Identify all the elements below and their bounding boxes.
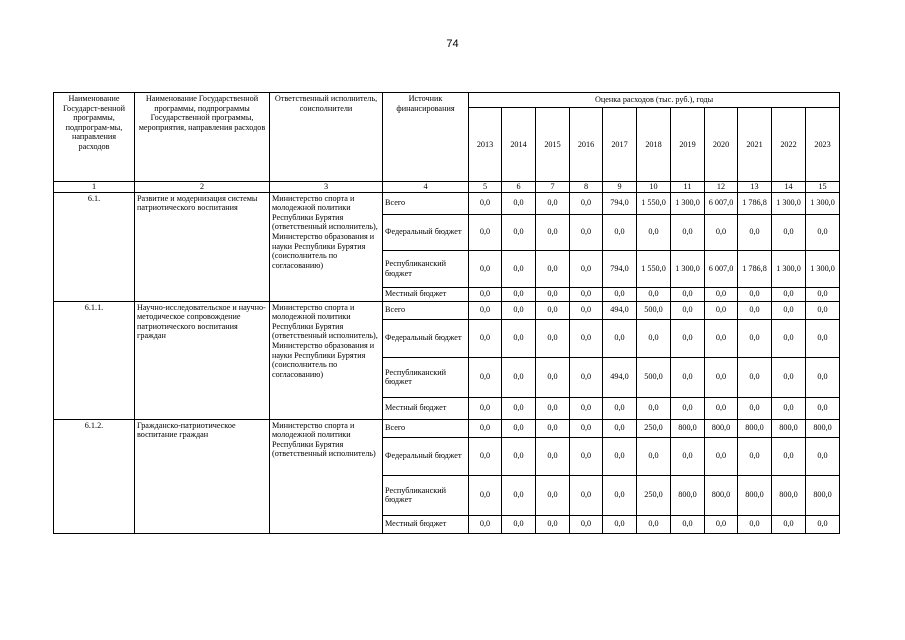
expenditure-table (53, 92, 840, 534)
expense-value: 0,0 (502, 301, 536, 319)
expense-value: 0,0 (570, 515, 603, 533)
expense-value: 0,0 (738, 397, 772, 419)
expense-value: 0,0 (570, 397, 603, 419)
expense-value: 0,0 (705, 301, 738, 319)
header-year: 2019 (671, 108, 705, 182)
expense-value: 250,0 (637, 419, 671, 437)
header-year: 2022 (772, 108, 806, 182)
expense-value: 0,0 (705, 357, 738, 397)
funding-source: Всего (383, 192, 469, 214)
expense-value: 0,0 (469, 419, 502, 437)
expense-value: 0,0 (806, 515, 840, 533)
expense-value: 1 300,0 (772, 250, 806, 287)
expense-value: 0,0 (772, 214, 806, 250)
expense-value: 0,0 (772, 357, 806, 397)
expense-value: 0,0 (570, 287, 603, 301)
expense-value: 0,0 (536, 319, 570, 357)
expense-value: 494,0 (603, 357, 637, 397)
funding-source: Федеральный бюджет (383, 437, 469, 475)
row-code: 6.1.1. (54, 301, 135, 419)
expense-value: 1 786,8 (738, 250, 772, 287)
expense-value: 0,0 (637, 287, 671, 301)
expense-value: 1 300,0 (671, 192, 705, 214)
header-expense-estimate: Оценка расходов (тыс. руб.), годы (469, 93, 840, 108)
row-name: Гражданско-патриотическое воспитание граждан (135, 419, 270, 533)
expense-value: 1 550,0 (637, 192, 671, 214)
header-responsible: Ответственный исполнитель, соисполнители (270, 93, 383, 182)
expense-value: 0,0 (469, 250, 502, 287)
expense-value: 0,0 (603, 515, 637, 533)
table-row (54, 301, 840, 319)
expense-value: 0,0 (570, 192, 603, 214)
funding-source: Местный бюджет (383, 397, 469, 419)
expense-value: 0,0 (671, 319, 705, 357)
expense-value: 0,0 (738, 319, 772, 357)
expense-value: 0,0 (536, 250, 570, 287)
column-number: 3 (270, 182, 383, 193)
expense-value: 0,0 (772, 437, 806, 475)
expense-value: 0,0 (806, 437, 840, 475)
header-year: 2020 (705, 108, 738, 182)
expense-value: 0,0 (806, 301, 840, 319)
expense-value: 0,0 (502, 357, 536, 397)
expense-value: 0,0 (570, 250, 603, 287)
expense-value: 0,0 (536, 287, 570, 301)
expense-value: 0,0 (502, 214, 536, 250)
expense-value: 0,0 (806, 357, 840, 397)
column-number: 11 (671, 182, 705, 193)
funding-source: Всего (383, 419, 469, 437)
expense-value: 0,0 (502, 397, 536, 419)
expense-value: 800,0 (772, 475, 806, 515)
expense-value: 0,0 (469, 192, 502, 214)
expense-value: 0,0 (469, 475, 502, 515)
expense-value: 494,0 (603, 301, 637, 319)
expense-value: 0,0 (603, 214, 637, 250)
expense-value: 0,0 (772, 287, 806, 301)
expense-value: 1 300,0 (772, 192, 806, 214)
expense-value: 800,0 (806, 419, 840, 437)
expense-value: 0,0 (637, 319, 671, 357)
column-number: 10 (637, 182, 671, 193)
expense-value: 0,0 (806, 397, 840, 419)
row-responsible: Министерство спорта и молодежной политики Республики Бурятия (ответственный исполнитель), Министерство образования и науки Республики Бурятия (соисполнитель по согласованию) (270, 192, 383, 301)
expense-value: 0,0 (772, 319, 806, 357)
column-number: 4 (383, 182, 469, 193)
expense-value: 800,0 (738, 419, 772, 437)
expense-value: 0,0 (772, 515, 806, 533)
expense-value: 1 300,0 (806, 250, 840, 287)
expense-value: 0,0 (705, 214, 738, 250)
row-name: Научно-исследовательское и научно-методическое сопровождение патриотического воспитания граждан (135, 301, 270, 419)
expense-value: 0,0 (738, 214, 772, 250)
expense-value: 0,0 (772, 397, 806, 419)
expense-value: 0,0 (536, 475, 570, 515)
expense-value: 0,0 (502, 319, 536, 357)
expense-value: 0,0 (738, 437, 772, 475)
page-number: 74 (446, 38, 459, 50)
header-year: 2021 (738, 108, 772, 182)
expense-value: 0,0 (469, 287, 502, 301)
funding-source: Местный бюджет (383, 287, 469, 301)
column-number: 6 (502, 182, 536, 193)
expense-value: 800,0 (671, 419, 705, 437)
expense-value: 0,0 (671, 437, 705, 475)
expense-value: 0,0 (806, 319, 840, 357)
expense-value: 0,0 (603, 397, 637, 419)
funding-source: Всего (383, 301, 469, 319)
expense-value: 0,0 (705, 437, 738, 475)
expense-value: 1 550,0 (637, 250, 671, 287)
expense-value: 0,0 (502, 515, 536, 533)
expense-value: 0,0 (738, 357, 772, 397)
expense-value: 0,0 (637, 437, 671, 475)
expense-value: 0,0 (671, 515, 705, 533)
expense-value: 0,0 (570, 214, 603, 250)
expense-value: 0,0 (570, 357, 603, 397)
table-row (54, 419, 840, 437)
expense-value: 0,0 (806, 214, 840, 250)
header-year: 2016 (570, 108, 603, 182)
expense-value: 250,0 (637, 475, 671, 515)
header-year: 2014 (502, 108, 536, 182)
row-responsible: Министерство спорта и молодежной политики Республики Бурятия (ответственный исполнитель), Министерство образования и науки Республики Бурятия (соисполнитель по согласованию) (270, 301, 383, 419)
column-number: 12 (705, 182, 738, 193)
expense-value: 0,0 (671, 397, 705, 419)
expense-value: 0,0 (806, 287, 840, 301)
funding-source: Федеральный бюджет (383, 319, 469, 357)
expense-value: 0,0 (570, 319, 603, 357)
expense-value: 0,0 (671, 301, 705, 319)
expense-value: 0,0 (603, 319, 637, 357)
table-row (54, 192, 840, 214)
expense-value: 0,0 (738, 515, 772, 533)
expense-value: 0,0 (570, 419, 603, 437)
expense-value: 0,0 (502, 250, 536, 287)
funding-source: Местный бюджет (383, 515, 469, 533)
column-number: 15 (806, 182, 840, 193)
column-number: 8 (570, 182, 603, 193)
expense-value: 800,0 (806, 475, 840, 515)
expense-value: 0,0 (536, 515, 570, 533)
expense-value: 800,0 (705, 475, 738, 515)
column-number: 9 (603, 182, 637, 193)
expense-value: 0,0 (570, 301, 603, 319)
expense-value: 0,0 (738, 301, 772, 319)
expense-value: 0,0 (603, 287, 637, 301)
expense-value: 0,0 (705, 397, 738, 419)
expense-value: 0,0 (536, 192, 570, 214)
expense-value: 0,0 (705, 287, 738, 301)
row-responsible: Министерство спорта и молодежной политики Республики Бурятия (ответственный исполнитель) (270, 419, 383, 533)
expense-value: 0,0 (536, 357, 570, 397)
expense-value: 0,0 (637, 397, 671, 419)
expense-value: 0,0 (469, 437, 502, 475)
expense-value: 800,0 (671, 475, 705, 515)
header-year: 2015 (536, 108, 570, 182)
funding-source: Федеральный бюджет (383, 214, 469, 250)
expense-value: 0,0 (603, 475, 637, 515)
column-number: 13 (738, 182, 772, 193)
header-year: 2023 (806, 108, 840, 182)
expense-value: 0,0 (469, 301, 502, 319)
expense-value: 6 007,0 (705, 250, 738, 287)
expense-value: 800,0 (738, 475, 772, 515)
expense-value: 500,0 (637, 357, 671, 397)
header-year: 2017 (603, 108, 637, 182)
expense-value: 794,0 (603, 250, 637, 287)
expense-value: 0,0 (570, 437, 603, 475)
expense-value: 0,0 (738, 287, 772, 301)
row-code: 6.1.2. (54, 419, 135, 533)
expense-value: 1 300,0 (806, 192, 840, 214)
expense-value: 0,0 (536, 397, 570, 419)
column-number: 5 (469, 182, 502, 193)
expense-value: 0,0 (536, 437, 570, 475)
expense-value: 800,0 (705, 419, 738, 437)
expense-value: 1 786,8 (738, 192, 772, 214)
expense-value: 0,0 (536, 214, 570, 250)
expense-value: 0,0 (536, 301, 570, 319)
expense-value: 0,0 (671, 287, 705, 301)
expense-value: 0,0 (637, 515, 671, 533)
expense-value: 0,0 (502, 475, 536, 515)
funding-source: Республиканский бюджет (383, 250, 469, 287)
expense-value: 0,0 (469, 214, 502, 250)
expense-value: 794,0 (603, 192, 637, 214)
column-number: 1 (54, 182, 135, 193)
header-full-name: Наименование Государственной программы, подпрограммы Государственной программы, мероприятия, направления расходов (135, 93, 270, 182)
expense-value: 0,0 (671, 357, 705, 397)
header-year: 2013 (469, 108, 502, 182)
header-year: 2018 (637, 108, 671, 182)
expense-value: 0,0 (502, 419, 536, 437)
row-code: 6.1. (54, 192, 135, 301)
column-number: 14 (772, 182, 806, 193)
funding-source: Республиканский бюджет (383, 357, 469, 397)
expense-value: 800,0 (772, 419, 806, 437)
expense-value: 0,0 (637, 214, 671, 250)
expense-value: 1 300,0 (671, 250, 705, 287)
expense-value: 0,0 (502, 192, 536, 214)
expense-value: 0,0 (671, 214, 705, 250)
header-program-name: Наименование Государст-венной программы, подпрограм-мы, направления расходов (54, 93, 135, 182)
expense-value: 0,0 (705, 515, 738, 533)
expense-value: 0,0 (603, 437, 637, 475)
expense-value: 0,0 (536, 419, 570, 437)
expense-value: 0,0 (469, 397, 502, 419)
expense-value: 6 007,0 (705, 192, 738, 214)
expense-value: 0,0 (469, 515, 502, 533)
expense-value: 0,0 (502, 437, 536, 475)
header-source: Источник финансирования (383, 93, 469, 182)
expense-value: 0,0 (469, 357, 502, 397)
expense-value: 0,0 (469, 319, 502, 357)
expense-value: 0,0 (705, 319, 738, 357)
row-name: Развитие и модернизация системы патриотического воспитания (135, 192, 270, 301)
column-number: 7 (536, 182, 570, 193)
funding-source: Республиканский бюджет (383, 475, 469, 515)
column-number: 2 (135, 182, 270, 193)
expense-value: 0,0 (772, 301, 806, 319)
expense-value: 500,0 (637, 301, 671, 319)
expense-value: 0,0 (502, 287, 536, 301)
expense-value: 0,0 (570, 475, 603, 515)
expense-value: 0,0 (603, 419, 637, 437)
